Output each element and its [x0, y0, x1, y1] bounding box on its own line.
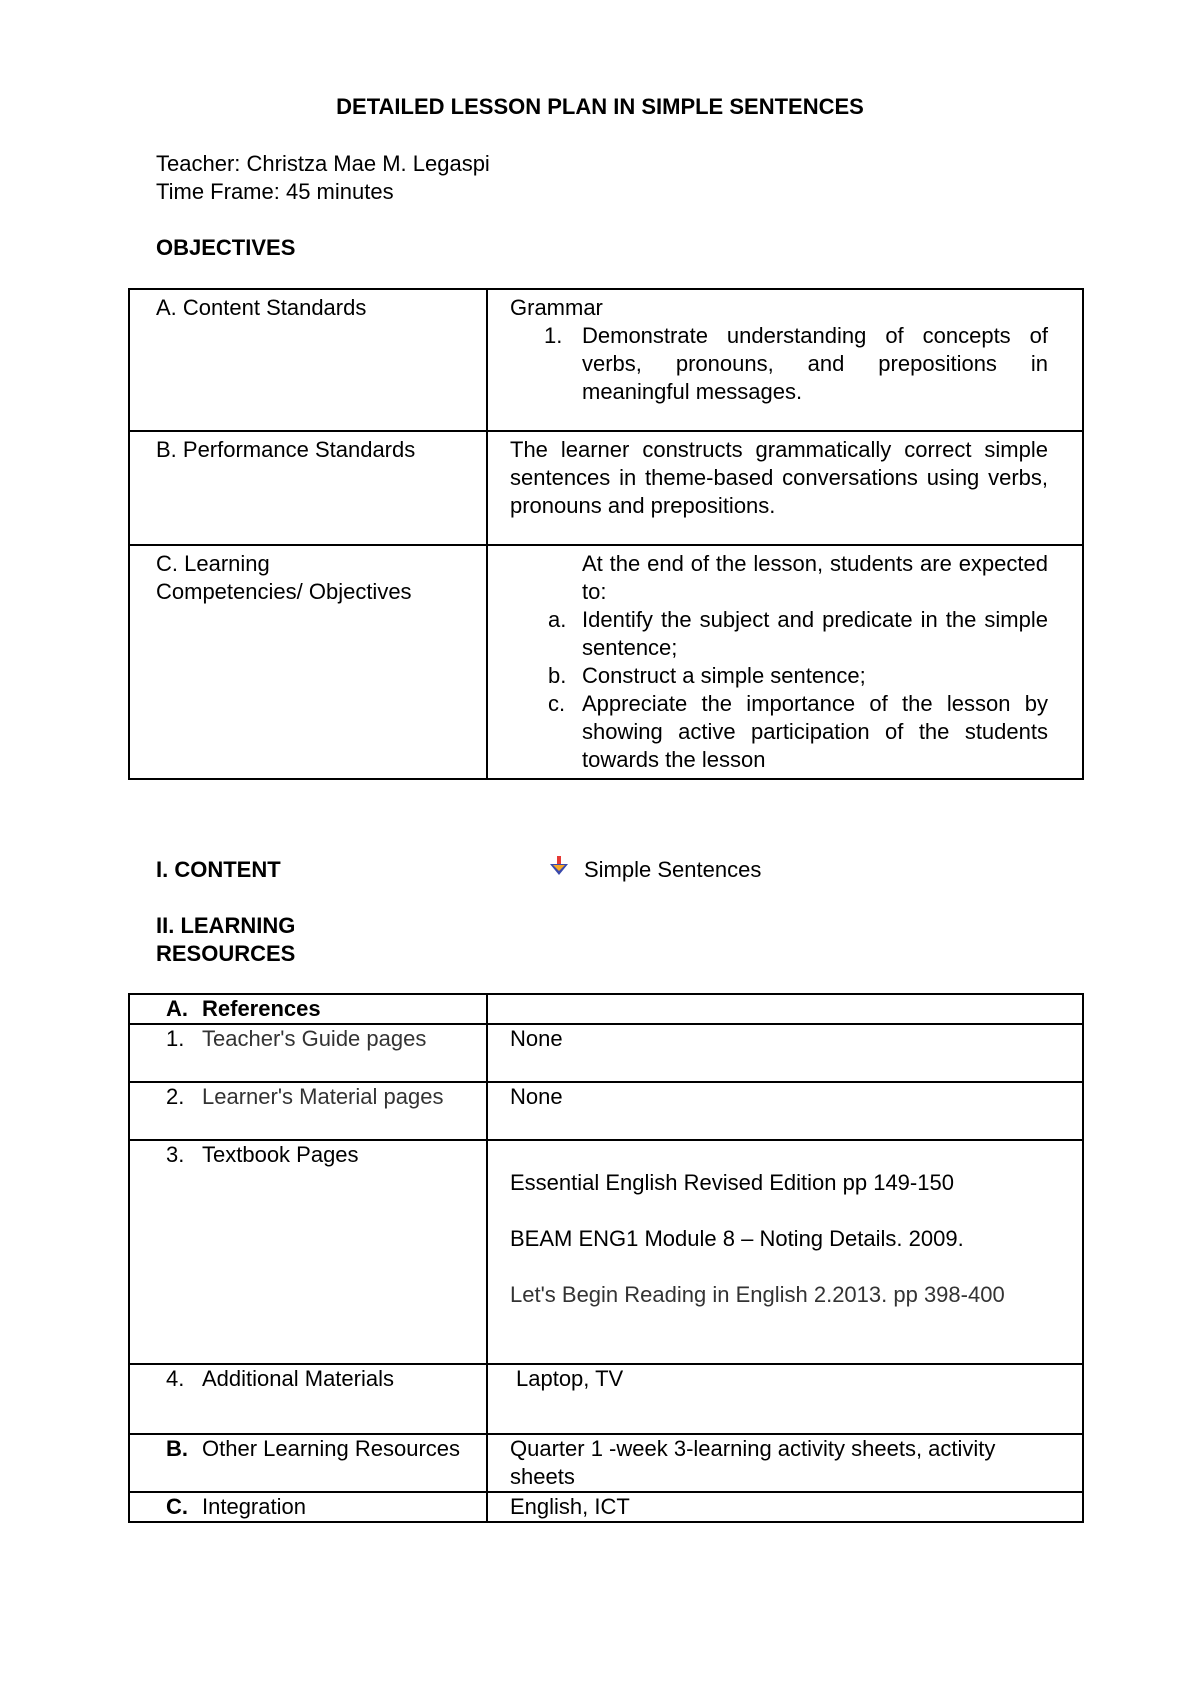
table-row	[129, 994, 1083, 1024]
list-number: 1.	[166, 1026, 185, 1051]
list-number: 3.	[166, 1142, 185, 1167]
textbook-pages-label	[129, 1140, 487, 1364]
textbook-pages-value	[487, 1140, 1083, 1364]
textbook-pages-label-text: Textbook Pages	[202, 1142, 359, 1167]
learners-material-label	[129, 1082, 487, 1140]
list-letter: b.	[548, 663, 567, 688]
list-text: Construct a simple sentence;	[582, 663, 866, 688]
resources-heading-line-1: II. LEARNING	[156, 913, 296, 938]
list-number: B.	[166, 1436, 188, 1461]
list-number: C.	[166, 1494, 188, 1519]
additional-materials-value-text: Laptop, TV	[516, 1366, 624, 1391]
list-letter: a.	[548, 607, 567, 632]
content-standards-label-text: A. Content Standards	[156, 295, 367, 320]
other-learning-resources-value-text: Quarter 1 -week 3-learning activity sheets, activity sheets	[510, 1436, 996, 1489]
competencies-intro: At the end of the lesson, students are expected to:	[582, 551, 1048, 604]
list-text: Demonstrate understanding of concepts of verbs, pronouns, and prepositions in meaningful messages.	[582, 323, 1048, 404]
list-number: 4.	[166, 1366, 185, 1391]
resources-table	[128, 993, 1084, 1523]
grammar-heading: Grammar	[510, 295, 603, 320]
table-row	[129, 545, 1083, 779]
document-title: DETAILED LESSON PLAN IN SIMPLE SENTENCES	[336, 94, 864, 119]
additional-materials-value	[487, 1364, 1083, 1434]
objectives-heading: OBJECTIVES	[156, 235, 296, 260]
list-number: A.	[166, 996, 188, 1021]
teacher-line: Teacher: Christza Mae M. Legaspi	[156, 151, 490, 176]
content-standards-value	[487, 289, 1083, 431]
learners-material-value	[487, 1082, 1083, 1140]
table-row	[129, 1492, 1083, 1522]
performance-standards-label	[129, 431, 487, 545]
teachers-guide-value-text: None	[510, 1026, 563, 1051]
list-item	[510, 322, 1048, 406]
learning-competencies-value	[487, 545, 1083, 779]
list-item	[510, 606, 1048, 662]
additional-materials-label-text: Additional Materials	[202, 1366, 394, 1391]
learners-material-label-text: Learner's Material pages	[202, 1084, 444, 1109]
references-value	[487, 994, 1083, 1024]
table-row	[129, 289, 1083, 431]
other-learning-resources-label-text: Other Learning Resources	[202, 1436, 461, 1461]
table-row	[129, 1024, 1083, 1082]
integration-label	[129, 1492, 487, 1522]
additional-materials-label	[129, 1364, 487, 1434]
list-text: Identify the subject and predicate in the simple sentence;	[582, 607, 1048, 660]
learning-label-line-2: Competencies/ Objectives	[156, 579, 412, 604]
table-row	[129, 1082, 1083, 1140]
list-number: 1.	[544, 323, 563, 348]
table-row	[129, 1434, 1083, 1492]
performance-standards-label-text: B. Performance Standards	[156, 437, 416, 462]
textbook-reference-1: Essential English Revised Edition pp 149-150	[510, 1170, 954, 1195]
teachers-guide-label-text: Teacher's Guide pages	[202, 1026, 427, 1051]
table-row	[129, 1364, 1083, 1434]
integration-value-text: English, ICT	[510, 1494, 630, 1519]
table-row	[129, 1140, 1083, 1364]
performance-standards-text: The learner constructs grammatically correct simple sentences in theme-based conversations using verbs, pronouns and prepositions.	[510, 437, 1048, 518]
learners-material-value-text: None	[510, 1084, 563, 1109]
integration-label-text: Integration	[202, 1494, 306, 1519]
teachers-guide-value	[487, 1024, 1083, 1082]
time-frame-line: Time Frame: 45 minutes	[156, 179, 394, 204]
list-item	[510, 662, 1048, 690]
learning-label-line-1: C. Learning	[156, 551, 270, 576]
content-heading: I. CONTENT	[156, 857, 281, 882]
textbook-reference-2: BEAM ENG1 Module 8 – Noting Details. 2009.	[510, 1226, 964, 1251]
performance-standards-value	[487, 431, 1083, 545]
content-standards-label	[129, 289, 487, 431]
textbook-reference-3: Let's Begin Reading in English 2.2013. pp 398-400	[510, 1282, 1005, 1307]
content-value: Simple Sentences	[584, 857, 762, 882]
other-learning-resources-label	[129, 1434, 487, 1492]
learning-competencies-label	[129, 545, 487, 779]
table-row	[129, 431, 1083, 545]
references-label-text: References	[202, 996, 321, 1021]
list-letter: c.	[548, 691, 566, 716]
references-label	[129, 994, 487, 1024]
list-number: 2.	[166, 1084, 185, 1109]
integration-value	[487, 1492, 1083, 1522]
resources-heading-line-2: RESOURCES	[156, 941, 296, 966]
down-arrow-bullet-icon	[548, 855, 570, 877]
objectives-table	[128, 288, 1084, 780]
list-item	[510, 690, 1048, 774]
other-learning-resources-value	[487, 1434, 1083, 1492]
list-text: Appreciate the importance of the lesson by showing active participation of the students towards the lesson	[582, 691, 1048, 772]
teachers-guide-label	[129, 1024, 487, 1082]
